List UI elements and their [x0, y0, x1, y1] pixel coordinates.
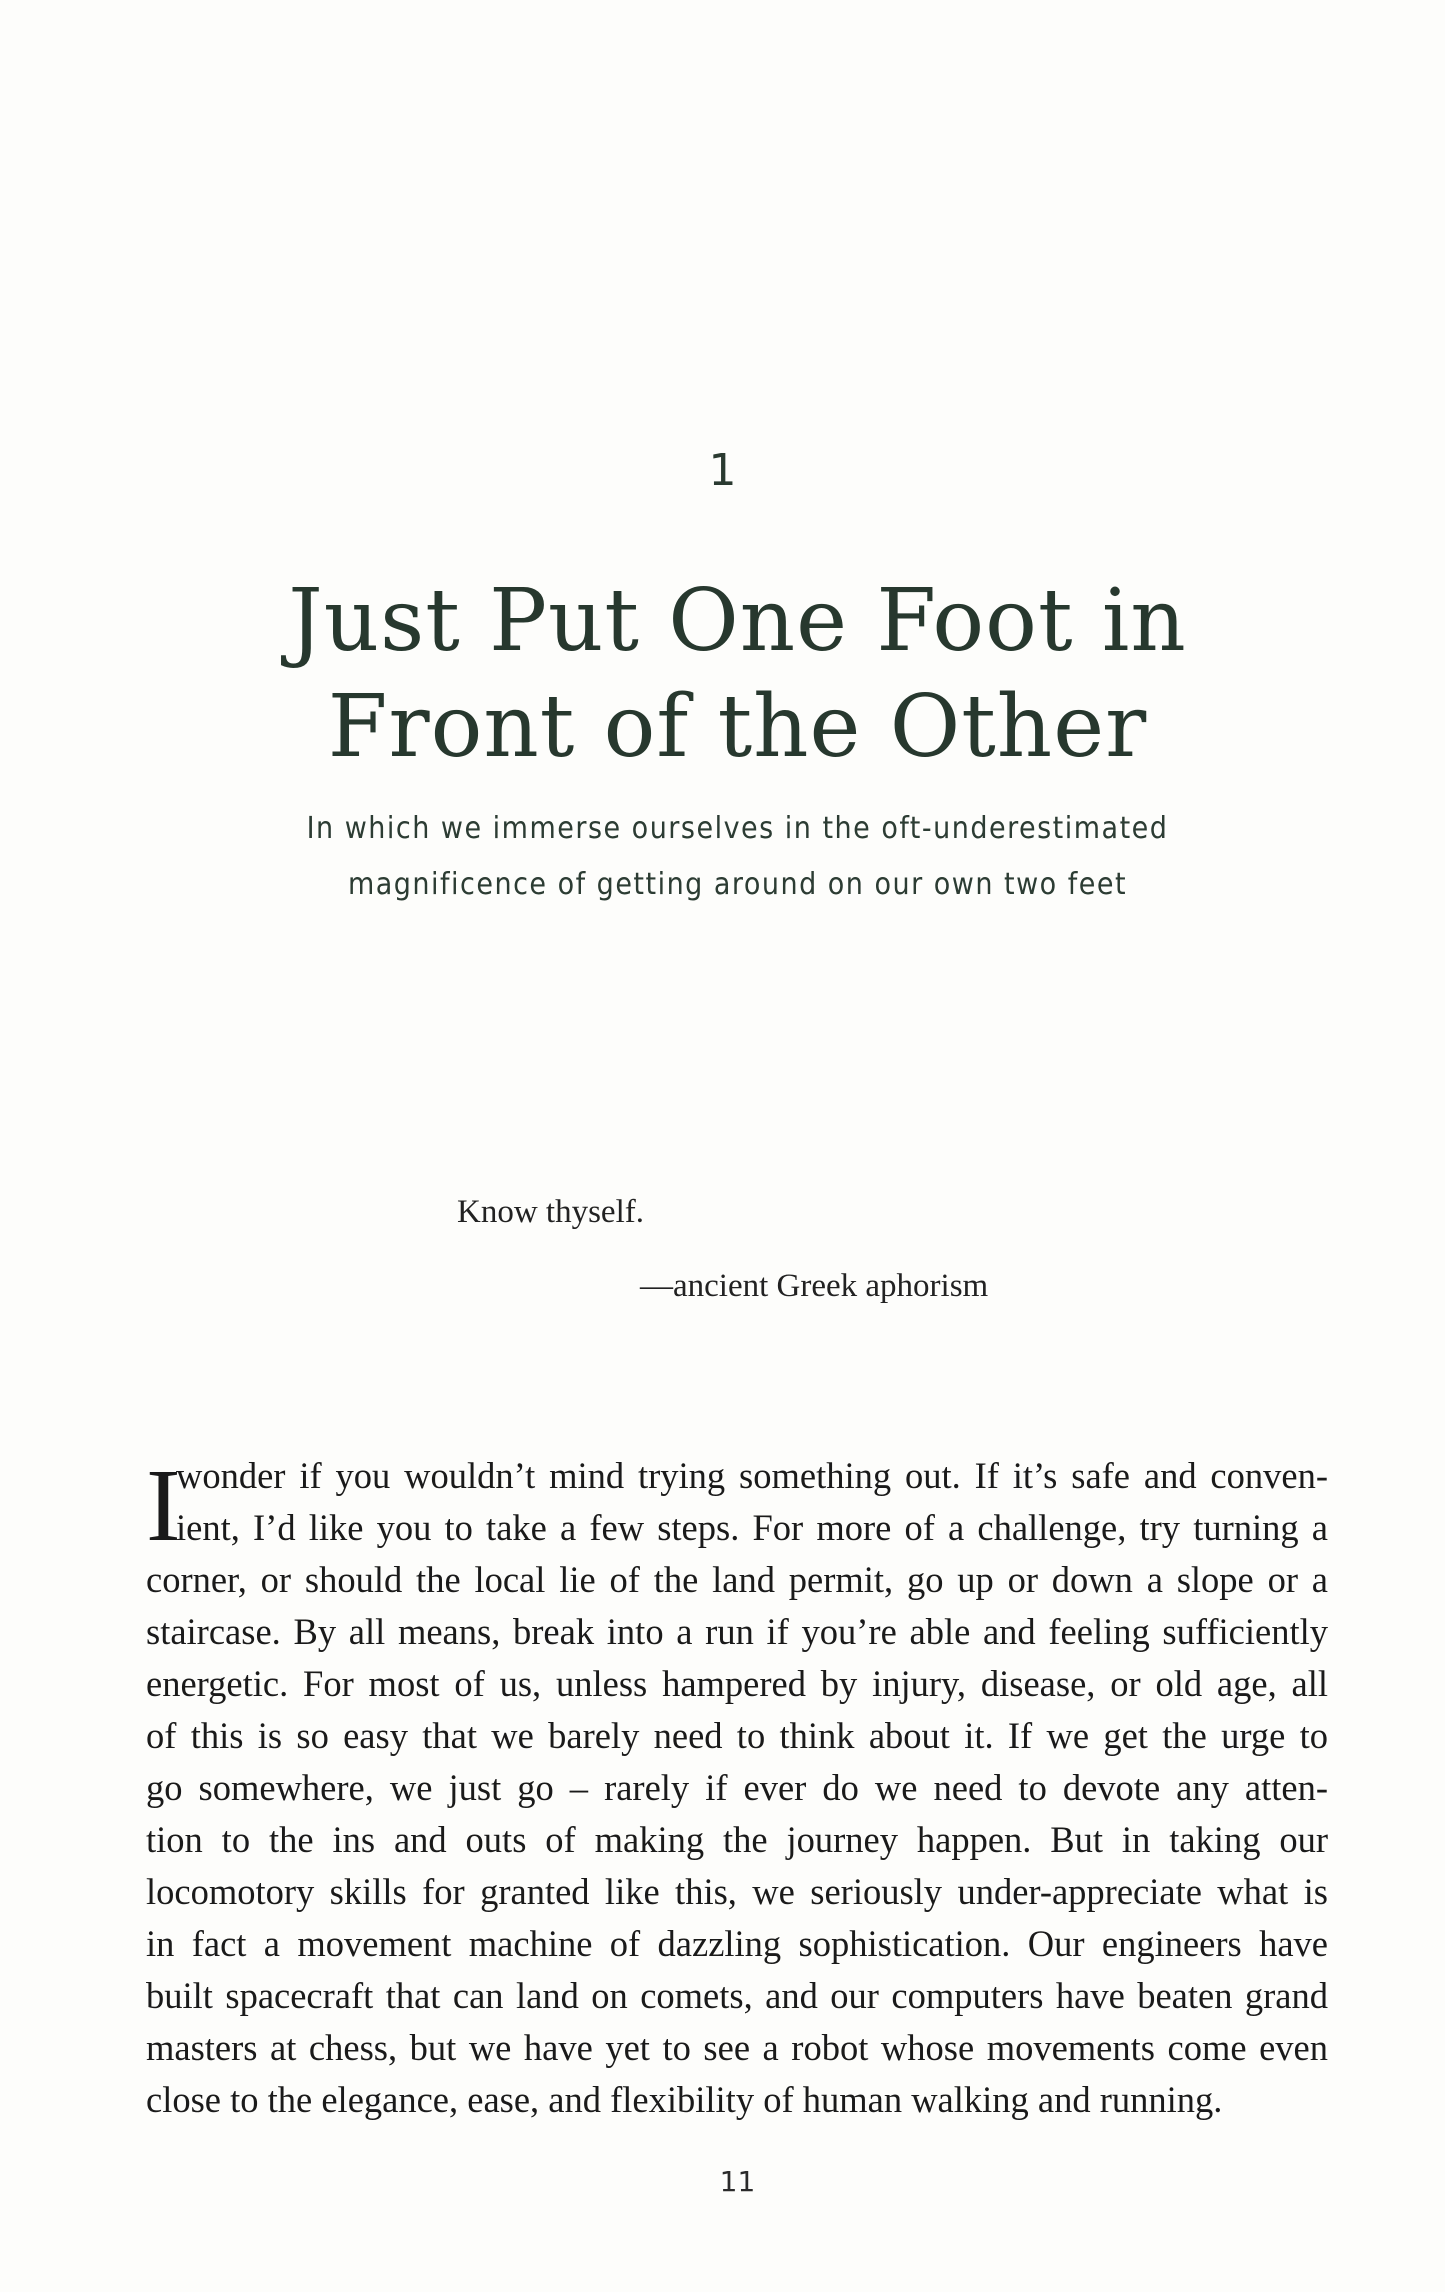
body-line: tion to the ins and outs of making the journey happen. But in taking our — [146, 1819, 1328, 1860]
body-line: locomotory skills for granted like this, we seriously under-appreciate what is — [146, 1871, 1328, 1912]
epigraph-text: Know thyself. — [457, 1194, 644, 1230]
chapter-title-line: Just Put One Foot in — [288, 571, 1187, 671]
body-line: built spacecraft that can land on comets, and our computers have beaten grand — [146, 1975, 1328, 2016]
body-line: close to the elegance, ease, and flexibility of human walking and running. — [146, 2079, 1223, 2120]
body-paragraph — [146, 1450, 1328, 2126]
drop-cap: I — [146, 1448, 181, 1563]
body-line: wonder if you wouldn’t mind trying something out. If it’s safe and conven- — [176, 1455, 1328, 1496]
chapter-subtitle — [0, 801, 1445, 913]
chapter-title-line: Front of the Other — [327, 677, 1148, 777]
body-line: in fact a movement machine of dazzling sophistication. Our engineers have — [146, 1923, 1328, 1964]
chapter-subtitle-line: magnificence of getting around on our own two feet — [347, 867, 1128, 902]
body-line: go somewhere, we just go – rarely if ever do we need to devote any atten- — [146, 1767, 1328, 1808]
chapter-subtitle-line: In which we immerse ourselves in the oft-underestimated — [306, 811, 1169, 846]
body-line: corner, or should the local lie of the land permit, go up or down a slope or a — [146, 1559, 1328, 1600]
body-line: of this is so easy that we barely need to think about it. If we get the urge to — [146, 1715, 1328, 1756]
body-line: staircase. By all means, break into a run if you’re able and feeling sufficiently — [146, 1611, 1328, 1652]
body-line: masters at chess, but we have yet to see a robot whose movements come even — [146, 2027, 1328, 2068]
page-number: 11 — [719, 2165, 756, 2198]
body-line: energetic. For most of us, unless hampered by injury, disease, or old age, all — [146, 1663, 1328, 1704]
epigraph-attribution: —ancient Greek aphorism — [640, 1268, 989, 1304]
body-line: ient, I’d like you to take a few steps. For more of a challenge, try turning a — [176, 1507, 1328, 1548]
chapter-number: 1 — [708, 445, 737, 496]
chapter-title — [0, 568, 1445, 780]
